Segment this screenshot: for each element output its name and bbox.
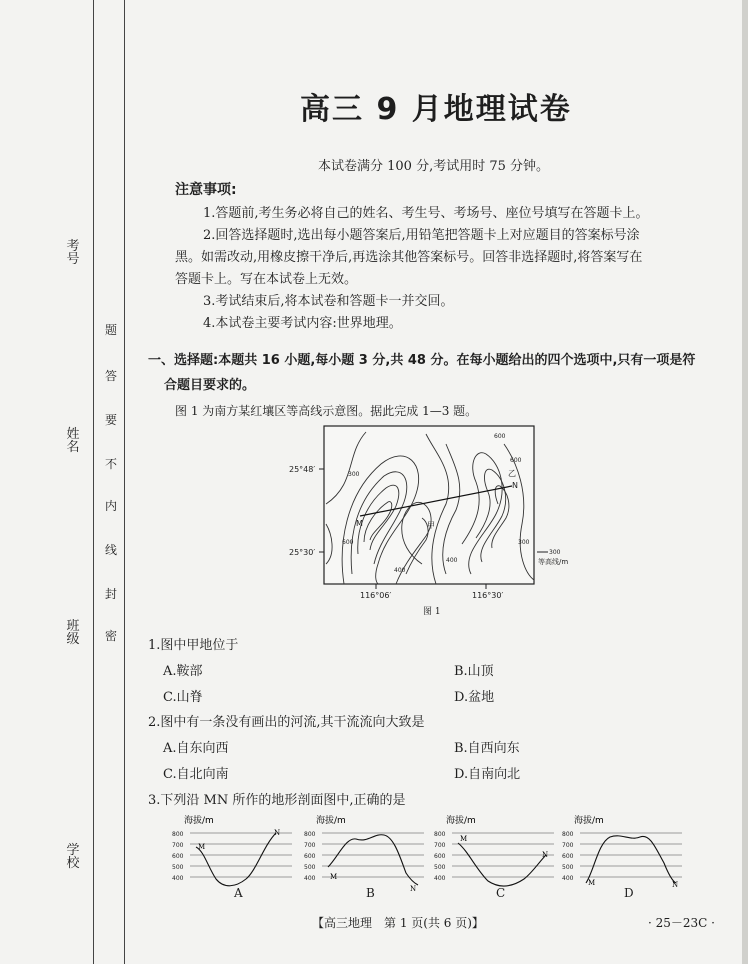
profile-m-label: M — [198, 843, 206, 851]
school-label: 学校 — [66, 843, 80, 871]
y-tick-label: 600 — [562, 853, 574, 860]
note-item-4: 4.本试卷主要考试内容:世界地理。 — [203, 316, 402, 331]
profile-curve — [196, 833, 276, 886]
question-1-stem: 1.图中甲地位于 — [148, 638, 239, 653]
profile-panel — [434, 812, 554, 904]
profile-m-label: M — [330, 873, 338, 881]
point-n-label: N — [512, 481, 518, 490]
notes-heading: 注意事项: — [175, 182, 237, 198]
question-2-option-d: D.自南向北 — [454, 767, 521, 782]
lon-label-left: 116°06′ — [360, 591, 392, 600]
y-tick-label: 700 — [434, 842, 446, 849]
note-item-1: 1.答题前,考生务必将自己的姓名、考生号、考场号、座位号填写在答题卡上。 — [203, 206, 649, 221]
contour-label: 600 — [494, 433, 506, 440]
profile-chart — [434, 812, 556, 886]
profile-panel — [304, 812, 424, 904]
profile-curve — [586, 836, 676, 883]
profile-chart — [562, 812, 684, 889]
question-1-option-d: D.盆地 — [454, 690, 495, 705]
section-1-heading-cont: 合题目要求的。 — [164, 378, 256, 393]
y-tick-label: 400 — [434, 875, 446, 882]
contour-label: 600 — [342, 539, 354, 546]
profile-m-label: M — [460, 835, 468, 843]
y-tick-label: 800 — [434, 831, 446, 838]
paper-code: · 25－23C · — [648, 916, 715, 930]
y-tick-label: 500 — [304, 864, 316, 871]
note-item-2-line-1: 2.回答选择题时,选出每小题答案后,用铅笔把答题卡上对应题目的答案标号涂 — [203, 228, 640, 243]
question-2-option-c: C.自北向南 — [163, 767, 229, 782]
legend-value: 300 — [549, 549, 561, 556]
note-item-2-line-3: 答题卡上。写在本试卷上无效。 — [175, 272, 358, 287]
question-2-stem: 2.图中有一条没有画出的河流,其干流流向大致是 — [148, 715, 425, 730]
point-m-label: M — [356, 519, 363, 528]
profile-panel — [562, 812, 682, 904]
y-tick-label: 400 — [304, 875, 316, 882]
section-1-heading: 一、选择题:本题共 16 小题,每小题 3 分,共 48 分。在每小题给出的四个选项中,只有一项是符 — [148, 353, 696, 368]
point-yi-label: 乙 — [508, 469, 516, 478]
y-tick-label: 400 — [562, 875, 574, 882]
question-2-option-a: A.自东向西 — [163, 741, 229, 756]
profile-chart — [304, 812, 426, 893]
question-1-option-b: B.山顶 — [454, 664, 494, 679]
figure-caption: 图 1 — [423, 607, 441, 617]
contour-label: 600 — [510, 457, 522, 464]
profile-n-label: N — [274, 829, 281, 837]
profile-m-label: M — [588, 879, 596, 887]
note-item-2-line-2: 黑。如需改动,用橡皮擦干净后,再选涂其他答案标号。回答非选择题时,将答案写在 — [175, 250, 643, 265]
page-footer: 【高三地理 第 1 页(共 6 页)】 — [312, 916, 484, 930]
lon-label-right: 116°30′ — [472, 591, 504, 600]
name-label: 姓名 — [66, 427, 80, 455]
y-tick-label: 700 — [172, 842, 184, 849]
profile-ylabel: 海拔/m — [316, 816, 346, 826]
profile-n-label: N — [672, 881, 679, 889]
exam-info: 本试卷满分 100 分,考试用时 75 分钟。 — [318, 159, 550, 174]
profile-n-label: N — [542, 851, 549, 859]
profile-n-label: N — [410, 885, 417, 893]
profile-ylabel: 海拔/m — [184, 816, 214, 826]
profile-ylabel: 海拔/m — [574, 816, 604, 826]
figure-intro: 图 1 为南方某红壤区等高线示意图。据此完成 1—3 题。 — [175, 404, 478, 418]
y-tick-label: 700 — [562, 842, 574, 849]
question-2-option-b: B.自西向东 — [454, 741, 520, 756]
legend-label: 等高线/m — [538, 558, 569, 566]
profile-curve — [328, 835, 418, 885]
page-edge — [742, 0, 748, 964]
profile-ylabel: 海拔/m — [446, 816, 476, 826]
y-tick-label: 600 — [172, 853, 184, 860]
profile-panel — [172, 812, 292, 904]
contour-label: 400 — [446, 557, 458, 564]
note-item-3: 3.考试结束后,将本试卷和答题卡一并交回。 — [203, 294, 454, 309]
lat-label-bottom: 25°30′ — [289, 548, 316, 557]
y-tick-label: 600 — [434, 853, 446, 860]
point-jia-label: 甲 — [427, 521, 435, 530]
question-1-option-a: A.鞍部 — [163, 664, 203, 679]
y-tick-label: 700 — [304, 842, 316, 849]
y-tick-label: 500 — [172, 864, 184, 871]
profile-option-label: A — [234, 886, 243, 900]
contour-label: 300 — [348, 471, 360, 478]
profile-curve — [458, 843, 549, 886]
y-tick-label: 800 — [562, 831, 574, 838]
y-tick-label: 500 — [562, 864, 574, 871]
class-label: 班级 — [66, 619, 80, 647]
question-3-stem: 3.下列沿 MN 所作的地形剖面图中,正确的是 — [148, 793, 406, 808]
y-tick-label: 800 — [304, 831, 316, 838]
y-tick-label: 400 — [172, 875, 184, 882]
y-tick-label: 500 — [434, 864, 446, 871]
contour-label: 400 — [394, 567, 406, 574]
exam-number-label: 考号 — [66, 239, 80, 267]
y-tick-label: 800 — [172, 831, 184, 838]
question-1-option-c: C.山脊 — [163, 690, 203, 705]
profile-option-label: C — [496, 886, 506, 900]
profile-option-label: D — [624, 886, 634, 900]
profile-chart — [172, 812, 294, 886]
profile-option-label: B — [366, 886, 375, 900]
page-title: 高三 9 月地理试卷 — [300, 92, 572, 127]
lat-label-top: 25°48′ — [289, 465, 316, 474]
contour-label: 300 — [518, 539, 530, 546]
y-tick-label: 600 — [304, 853, 316, 860]
